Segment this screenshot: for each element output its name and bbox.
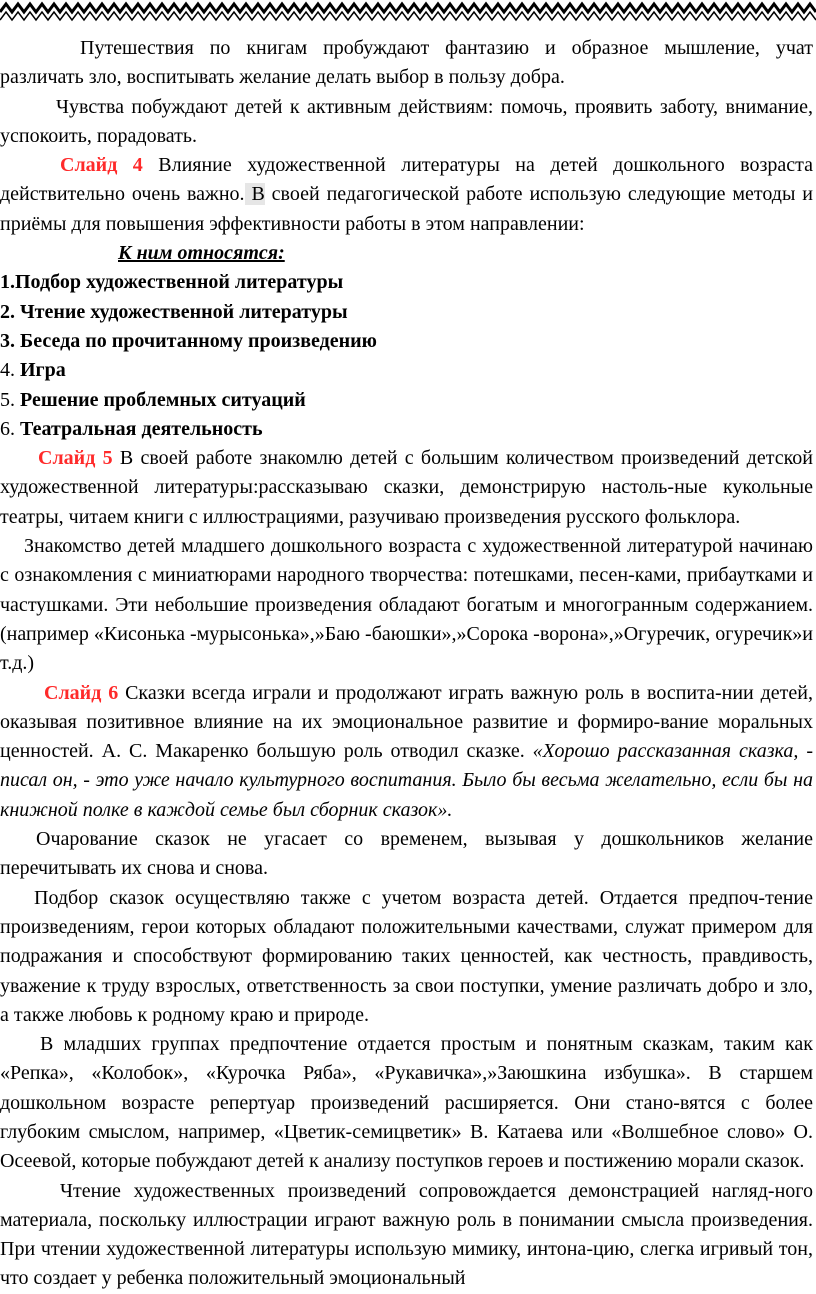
paragraph-10: Чтение художественных произведений сопровождается демонстрацией нагляд-ного материала, поскольку иллюстрации играют важную роль в понимании смысла произведения. При чтении художественной литературы использую мимику, интона-цию, слегка игривый тон, что создает у ребенка положительный эмоциональный: [0, 1179, 813, 1290]
paragraph-4: [0, 444, 813, 532]
paragraph-5: Знакомство детей младшего дошкольного возраста с художественной литературой начинаю с ознакомления с миниатюрами народного творчества: потешками, песен-ками, прибаутками и частушками. Эти небольшие произведения обладают богатым и многогранным содержанием.(например «Кисонька -мурысонька»,»Баю -баюшки»,»Сорока -ворона»,»Огуречик, огуречик»и т.д.): [0, 535, 813, 675]
list-heading: К ним относятся:: [118, 242, 285, 265]
list-item-text: Игра: [15, 359, 66, 382]
paragraph-6: [0, 679, 813, 825]
list-item-number: 1.: [0, 271, 15, 294]
list-item-text: Чтение художественной литературы: [15, 300, 348, 323]
paragraph-7: Очарование сказок не угасает со временем, вызывая у дошкольников желание перечитывать их снова и снова.: [0, 828, 813, 880]
paragraph-3-text-b: своей педагогической работе использую следующие методы и приёмы для повышения эффективности работы в этом направлении:: [0, 183, 813, 235]
list-item-number: 5.: [0, 388, 15, 411]
list-item-text: Решение проблемных ситуаций: [15, 388, 306, 411]
makarenko-quote: «Хорошо рассказанная сказка, - писал он, - это уже начало культурного воспитания. Было бы весьма желательно, если бы на книжной полке в каждой семье был сборник сказок».: [0, 740, 814, 821]
slide-label: Слайд 4: [60, 154, 143, 177]
list-item: [0, 268, 813, 297]
list-item: [0, 356, 813, 385]
list-item-number: 2.: [0, 300, 15, 323]
zigzag-border: [0, 0, 816, 22]
list-item-number: 3.: [0, 329, 15, 352]
paragraph-6-text: Сказки всегда играли и продолжают играть важную роль в воспита-нии детей, оказывая позитивное влияние на их эмоциональное развитие и формиро-вание моральных ценностей. А. С. Макаренко большую роль отводил сказке.: [0, 681, 813, 763]
list-item-text: Беседа по прочитанному произведению: [15, 329, 377, 352]
paragraph-8: Подбор сказок осуществляю также с учетом возраста детей. Отдается предпоч-тение произведениям, герои которых обладают положительными качествами, служат примером для подражания и способствуют формированию таких ценностей, как честность, правдивость, уважение к труду взрослых, ответственность за свои поступки, умение различать добро и зло, а также любовь к родному краю и природе.: [0, 886, 813, 1026]
list-item-number: 4.: [0, 359, 15, 382]
document-body: [0, 34, 813, 1294]
paragraph-1: Путешествия по книгам пробуждают фантазию и образное мышление, учат различать зло, воспитывать желание делать выбор в пользу добра.: [0, 37, 813, 89]
list-item-text: Подбор художественной литературы: [15, 271, 344, 294]
highlighted-text: В: [244, 183, 265, 206]
list-item: [0, 327, 813, 356]
paragraph-9: В младших группах предпочтение отдается простым и понятным сказкам, таким как «Репка», «Колобок», «Курочка Ряба», «Рукавичка»,»Заюшкина избушка». В старшем дошкольном возрасте репертуар произведений расширяется. Они стано-вятся с более глубоким смыслом, например, «Цветик-семицветик» В. Катаева или «Волшебное слово» О. Осеевой, которые побуждают детей к анализу поступков героев и постижению морали сказок.: [0, 1033, 813, 1173]
paragraph-3-text-a: Влияние художественной литературы на детей дошкольного возраста действительно очень важно.: [0, 154, 813, 206]
list-item: [0, 415, 813, 444]
list-item-number: 6.: [0, 417, 15, 440]
slide-label: Слайд 5: [38, 447, 113, 470]
paragraph-4-text: В своей работе знакомлю детей с большим количеством произведений детской художественной литературы:рассказываю сказки, демонстрирую настоль-ные кукольные театры, читаем книги с иллюстрациями, разучиваю произведения русского фольклора.: [0, 447, 814, 528]
paragraph-2: Чувства побуждают детей к активным действиям: помочь, проявить заботу, внимание, успокоить, порадовать.: [0, 95, 813, 147]
list-item-text: Театральная деятельность: [15, 417, 263, 440]
paragraph-3: [0, 151, 813, 239]
slide-label: Слайд 6: [44, 681, 119, 704]
list-item: [0, 298, 813, 327]
list-item: [0, 386, 813, 415]
